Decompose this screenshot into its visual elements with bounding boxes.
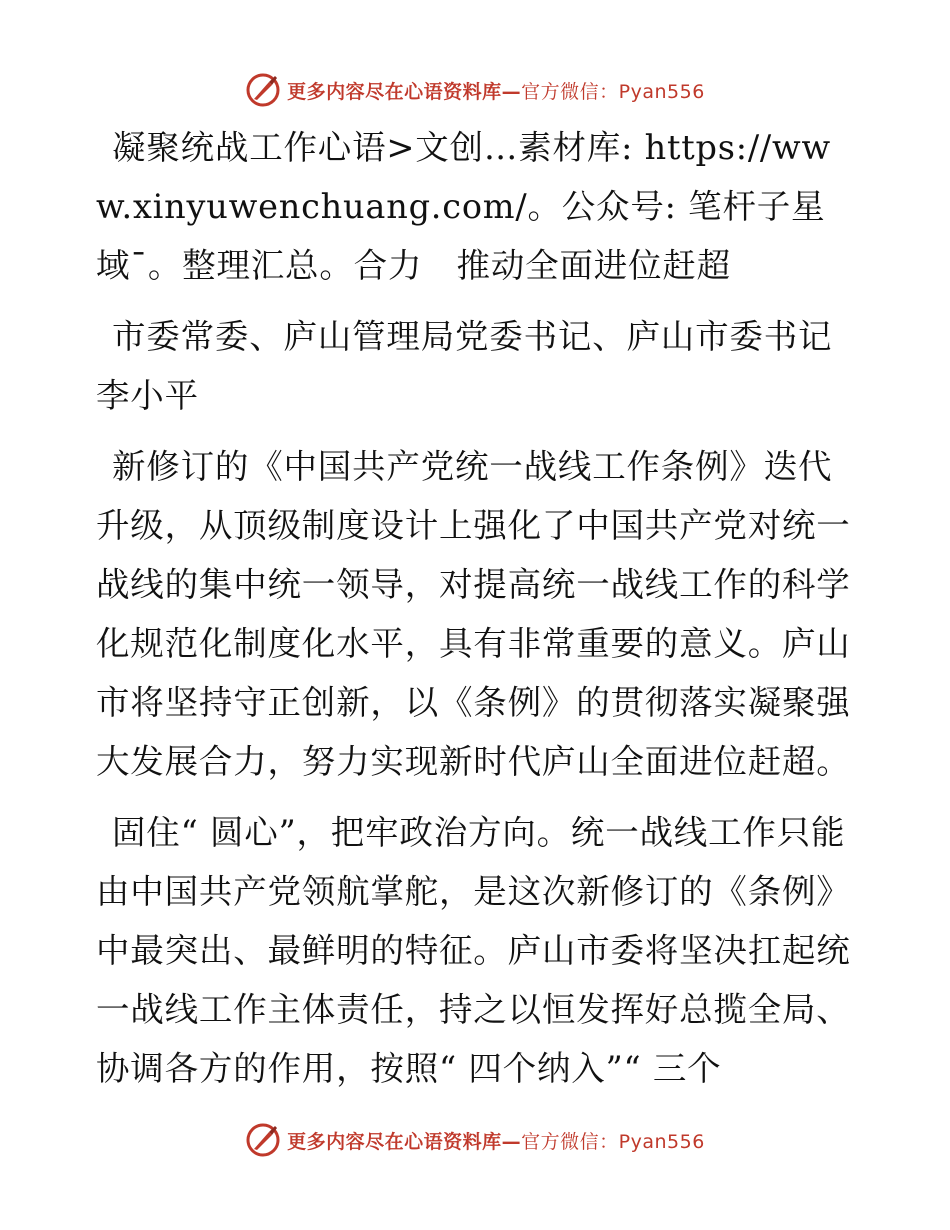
paragraph-intro: 凝聚统战工作心语>文创…素材库: https://www.xinyuwenchuang.com/。公众号: 笔杆子星域¯。整理汇总。合力 推动全面进位赶超	[96, 128, 831, 285]
banner-text: 更多内容尽在心语资料库—官方微信：Pyan556	[287, 80, 705, 103]
quill-logo-icon	[245, 72, 281, 108]
paragraph-author: 市委常委、庐山管理局党委书记、庐山市委书记李小平	[96, 317, 833, 415]
document-body	[96, 118, 856, 1110]
quill-logo-icon	[245, 1122, 281, 1158]
banner-wechat: 官方微信：Pyan556	[521, 80, 705, 103]
footer-banner	[0, 1120, 950, 1160]
paragraph-body-1: 新修订的《中国共产党统一战线工作条例》迭代升级，从顶级制度设计上强化了中国共产党对统一战线的集中统一领导，对提高统一战线工作的科学化规范化制度化水平，具有非常重要的意义。庐山市将坚持守正创新，以《条例》的贯彻落实凝聚强大发展合力，努力实现新时代庐山全面进位赶超。	[96, 447, 851, 781]
paragraph-body-2: 固住“ 圆心”，把牢政治方向。统一战线工作只能由中国共产党领航掌舵，是这次新修订的《条例》中最突出、最鲜明的特征。庐山市委将坚决扛起统一战线工作主体责任，持之以恒发挥好总揽全局、协调各方的作用，按照“ 四个纳入”“ 三个	[96, 813, 851, 1088]
banner-text: 更多内容尽在心语资料库—官方微信：Pyan556	[287, 1130, 705, 1153]
banner-wechat: 官方微信：Pyan556	[521, 1130, 705, 1153]
header-banner	[0, 70, 950, 110]
